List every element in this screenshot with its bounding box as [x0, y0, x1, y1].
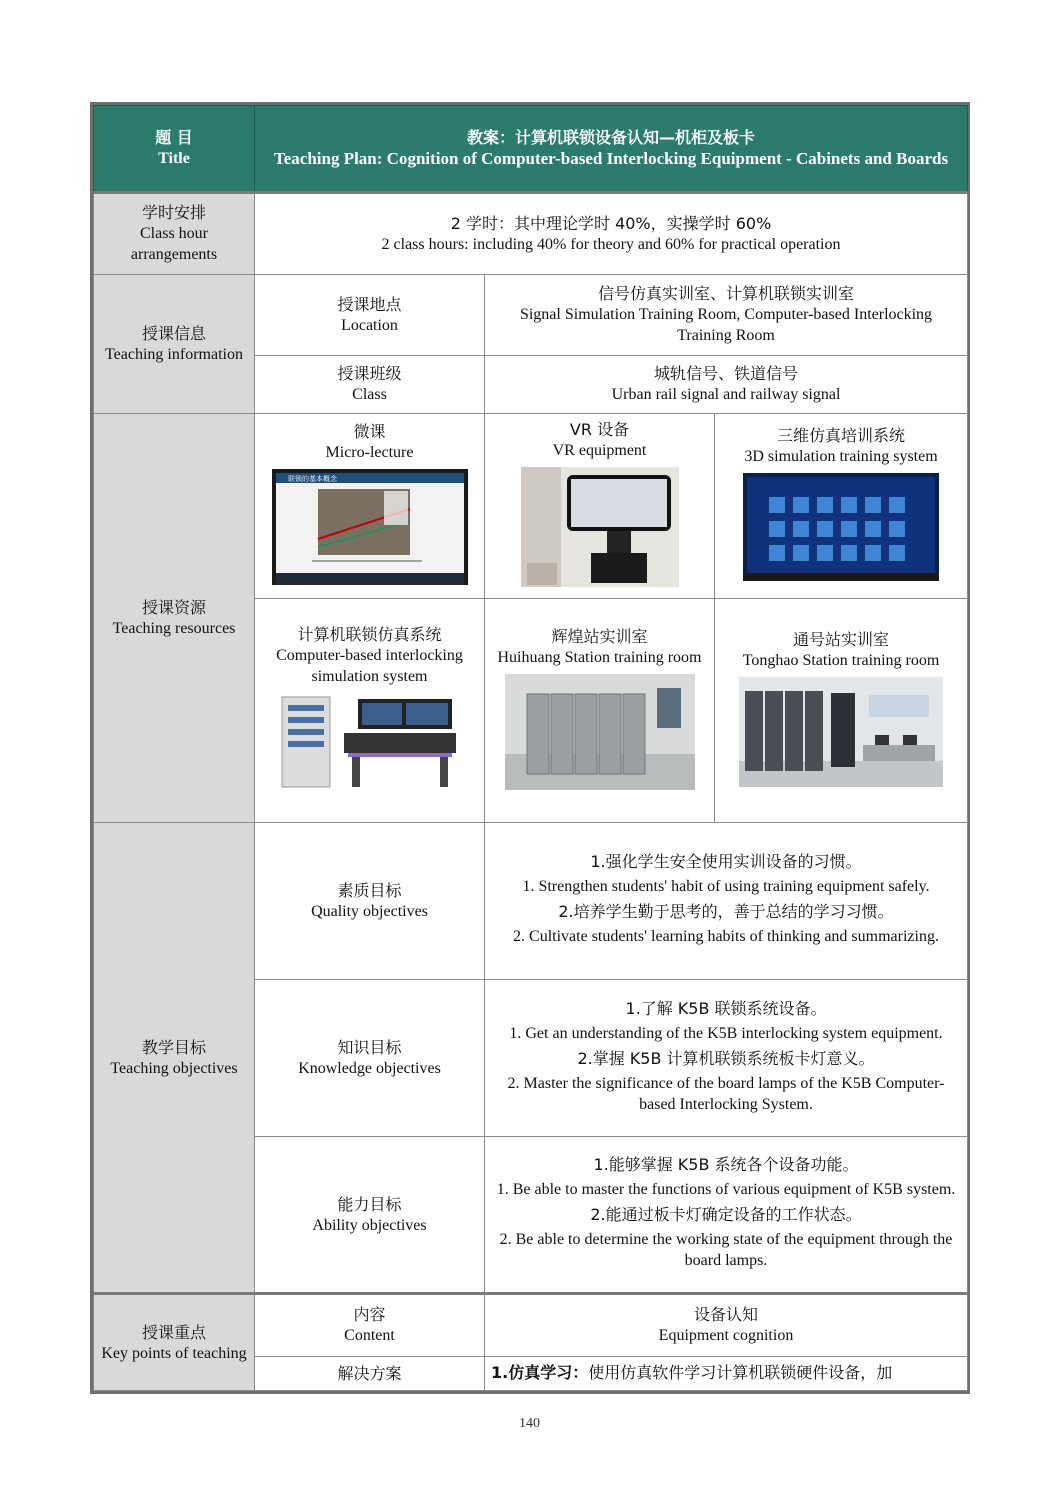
huihuang-room-photo	[505, 674, 695, 790]
ability-label-cell	[255, 1137, 485, 1294]
title-label-cell	[94, 106, 255, 193]
ability-label-zh: 能力目标	[337, 1194, 402, 1214]
location-value-en: Signal Simulation Training Room, Computer-based Interlocking Training Room	[519, 306, 933, 345]
key-content-label-zh: 内容	[353, 1305, 386, 1325]
hours-row	[94, 192, 968, 275]
resource-label-zh: 辉煌站实训室	[551, 626, 648, 646]
objectives-label-zh: 教学目标	[141, 1037, 206, 1057]
location-label-zh: 授课地点	[337, 294, 402, 314]
lesson-plan-table-frame	[90, 102, 970, 1394]
resources-label-en: Teaching resources	[112, 620, 236, 638]
resource-label-zh: 微课	[353, 422, 386, 442]
resource-interlocking-sim	[255, 599, 485, 823]
hours-value-cell	[255, 192, 968, 275]
class-label-cell	[255, 355, 485, 413]
objectives-label-cell	[94, 823, 255, 1294]
title-content-cell	[255, 106, 968, 193]
key-points-label-zh: 授课重点	[141, 1322, 206, 1342]
resource-label-en: VR equipment	[552, 442, 647, 460]
info-label-cell	[94, 275, 255, 414]
objective-line: 2.培养学生勤于思考的，善于总结的学习习惯。	[558, 902, 894, 922]
key-content-label-en: Content	[344, 1327, 395, 1345]
resource-label-zh: VR 设备	[569, 420, 630, 440]
knowledge-label-cell	[255, 980, 485, 1137]
objective-line: 2. Master the significance of the board lamps of the K5B Computer-based Interlocking System.	[507, 1074, 945, 1113]
solution-value	[491, 1363, 892, 1382]
key-content-value-cell	[485, 1294, 968, 1356]
quality-label-en: Quality objectives	[311, 903, 428, 921]
vr-equipment-photo	[521, 467, 679, 587]
key-points-label-cell	[94, 1294, 255, 1391]
objective-line: 2.能通过板卡灯确定设备的工作状态。	[590, 1205, 862, 1225]
resource-tonghao-room	[715, 599, 968, 823]
resource-vr-equipment	[485, 414, 715, 599]
resources-row-1	[94, 414, 968, 599]
location-value-cell	[485, 275, 968, 356]
class-label-zh: 授课班级	[337, 364, 402, 384]
objective-line: 1. Be able to master the functions of various equipment of K5B system.	[496, 1181, 956, 1199]
quality-objectives-row	[94, 823, 968, 980]
resources-label-cell	[94, 414, 255, 823]
interlocking-sim-photo	[278, 693, 462, 791]
resource-label-zh: 通号站实训室	[793, 629, 890, 649]
key-content-row	[94, 1294, 968, 1356]
knowledge-content-cell	[485, 980, 968, 1137]
solution-label-cell	[255, 1356, 485, 1390]
quality-label-zh: 素质目标	[337, 881, 402, 901]
title-row	[94, 106, 968, 193]
hours-value-zh: 2 学时：其中理论学时 40%，实操学时 60%	[450, 213, 772, 233]
objective-line: 1. Get an understanding of the K5B interlocking system equipment.	[509, 1024, 943, 1042]
hours-label-en: Class hour arrangements	[130, 225, 218, 264]
hours-label-zh: 学时安排	[141, 203, 206, 223]
tonghao-room-photo	[739, 677, 943, 787]
class-value-zh: 城轨信号、铁道信号	[654, 364, 799, 384]
key-points-label-en: Key points of teaching	[101, 1344, 247, 1362]
3d-simulation-screenshot	[743, 473, 939, 581]
solution-label-zh: 解决方案	[337, 1363, 402, 1383]
resources-label-zh: 授课资源	[141, 598, 206, 618]
class-value-en: Urban rail signal and railway signal	[611, 386, 841, 404]
location-value-zh: 信号仿真实训室、计算机联锁实训室	[598, 284, 855, 304]
resource-huihuang-room	[485, 599, 715, 823]
resource-label-en: Tonghao Station training room	[742, 651, 940, 669]
objective-line: 1. Strengthen students' habit of using training equipment safely.	[522, 878, 930, 896]
resource-3d-simulation	[715, 414, 968, 599]
title-content-en: Teaching Plan: Cognition of Computer-based Interlocking Equipment - Cabinets and Boards	[273, 149, 949, 169]
hours-label-cell	[94, 192, 255, 275]
location-row	[94, 275, 968, 356]
quality-label-cell	[255, 823, 485, 980]
solution-value-rest: 使用仿真软件学习计算机联锁硬件设备，加	[588, 1363, 893, 1383]
lesson-plan-table	[93, 105, 968, 1391]
resource-label-en: Computer-based interlocking simulation system	[276, 647, 463, 686]
resource-label-en: 3D simulation training system	[744, 448, 938, 466]
objectives-label-en: Teaching objectives	[110, 1059, 238, 1077]
objective-line: 1.能够掌握 K5B 系统各个设备功能。	[593, 1155, 859, 1175]
key-content-value-zh: 设备认知	[694, 1305, 759, 1325]
key-content-label-cell	[255, 1294, 485, 1356]
resource-label-zh: 三维仿真培训系统	[777, 426, 906, 446]
objective-line: 2. Be able to determine the working state of the equipment through the board lamps.	[499, 1231, 953, 1270]
objective-line: 1.了解 K5B 联锁系统设备。	[625, 998, 827, 1018]
class-label-en: Class	[352, 386, 387, 404]
hours-value-en: 2 class hours: including 40% for theory and 60% for practical operation	[381, 235, 841, 253]
solution-value-cell	[485, 1356, 968, 1390]
title-label-zh: 题 目	[155, 128, 193, 148]
title-content-zh: 教案：计算机联锁设备认知—机柜及板卡	[467, 128, 756, 148]
resource-label-en: Micro-lecture	[325, 444, 414, 462]
knowledge-label-en: Knowledge objectives	[298, 1060, 441, 1078]
micro-lecture-screen-text: 联锁的基本概念	[287, 475, 337, 484]
info-label-en: Teaching information	[105, 346, 243, 364]
ability-label-en: Ability objectives	[312, 1216, 427, 1234]
objective-line: 1.强化学生安全使用实训设备的习惯。	[590, 852, 862, 872]
info-label-zh: 授课信息	[141, 324, 206, 344]
objective-line: 2. Cultivate students' learning habits of thinking and summarizing.	[513, 928, 939, 946]
resource-label-en: Huihuang Station training room	[497, 648, 702, 666]
key-content-value-en: Equipment cognition	[658, 1327, 794, 1345]
micro-lecture-screenshot	[272, 469, 468, 585]
location-label-cell	[255, 275, 485, 356]
title-label-en: Title	[158, 150, 190, 168]
solution-value-bold: 1.仿真学习：	[491, 1363, 589, 1383]
quality-content-cell	[485, 823, 968, 980]
ability-content-cell	[485, 1137, 968, 1294]
knowledge-label-zh: 知识目标	[337, 1038, 402, 1058]
objective-line: 2.掌握 K5B 计算机联锁系统板卡灯意义。	[577, 1048, 875, 1068]
resource-label-zh: 计算机联锁仿真系统	[297, 625, 442, 645]
resource-micro-lecture	[255, 414, 485, 599]
location-label-en: Location	[341, 316, 398, 334]
class-value-cell	[485, 355, 968, 413]
page-number: 140	[519, 1416, 540, 1431]
